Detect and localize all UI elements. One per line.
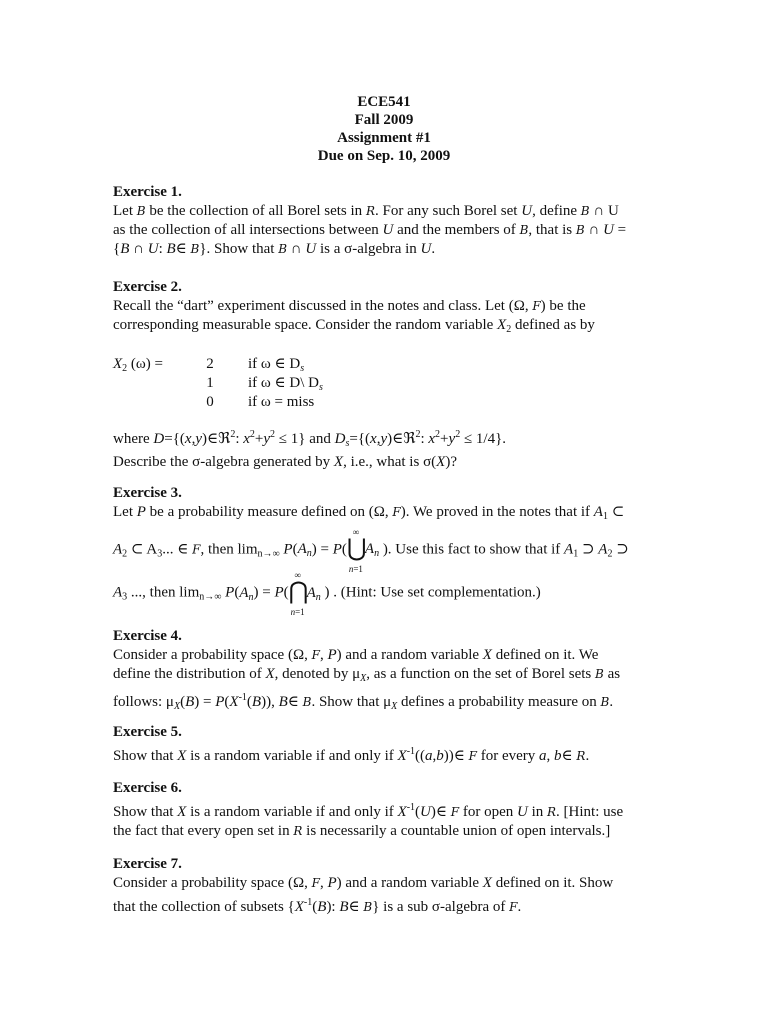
exercise-text-line: where D={(x,y)∈ℜ$^2$: $x^2+y^2 \le 1$} and $D_s=\{(x,y)\in ℜ^2$: $x^2+y^2 \le 1/4$}. [113,429,507,449]
case-value: 1 [206,375,214,391]
exercise-text-line: Let B be the collection of all Borel sets in R. For any such Borel set U, define B ∩ U [113,203,619,219]
exercise-6 [113,779,658,841]
exercise-text-line: the fact that every open set in R is necessarily a countable union of open intervals.] [113,823,611,839]
course-code: ECE541 [357,94,411,110]
exercise-3 [113,484,658,618]
piecewise-lhs: $X_2$ (ω) = [113,356,163,374]
exercise-title: Exercise 6. [113,780,182,796]
union-operator: ∞ ⋃ n=1 [346,527,367,574]
case-condition: if ω ∈ $D_s$ [248,356,305,374]
exercise-text-line: as the collection of all intersections between U and the members of B, that is B ∩ U = [113,222,627,238]
exercise-text-line: Consider a probability space (Ω, F, P) and a random variable X defined on it. We [113,647,599,663]
case-condition: if ω = miss [248,394,315,410]
case-value: 2 [206,356,214,372]
exercise-text-line: that the collection of subsets {$X^{-1}(B)$: B∈ B} is a sub σ-algebra of F. [113,897,522,915]
intersection-operator: ∞ ⋂ n=1 [288,570,309,618]
exercise-title: Exercise 2. [113,279,182,295]
exercise-text-line: {B ∩ U: B∈ B}. Show that B ∩ U is a σ-algebra in U. [113,241,436,257]
exercise-text-line: $A_3$ ..., then $\lim_{n\to\infty} P(A_n) = P$( ∞ ⋂ n=1 $A_n$ ) . (Hint: Use set complementation.) [113,570,541,618]
exercise-text-line: Show that X is a random variable if and only if $X^{-1}((a,b))\in$ F for every a, b∈ R. [113,746,590,764]
exercise-text-line: follows: $\mu_X(B) = P(X^{-1}(B))$, B∈ B. Show that $\mu_X$ defines a probability measure on B. [113,692,614,712]
exercise-title: Exercise 1. [113,184,182,200]
piecewise-definition [113,355,658,412]
term: Fall 2009 [354,112,414,128]
exercise-text-line: define the distribution of X, denoted by $\mu_X$, as a function on the set of Borel sets B as [113,666,621,684]
exercise-text-line: corresponding measurable space. Consider the random variable $X_2$ defined as by [113,317,595,335]
case-condition: if ω ∈ D\ $D_s$ [248,375,323,393]
exercise-title: Exercise 7. [113,856,182,872]
exercise-7 [113,855,658,917]
exercise-1 [113,183,658,259]
document-header [0,93,768,165]
exercise-5 [113,723,658,766]
exercise-text-line: $A_2$ ⊂ $A_3$... ∈ F, then $\lim_{n\to\infty} P(A_n) = P$( ∞ ⋃ n=1 $A_n$ ). Use this fact to show that if $A_1$ ⊃ $A_2$ ⊃ [113,527,629,574]
exercise-4 [113,627,658,716]
exercise-title: Exercise 4. [113,628,182,644]
exercise-text-line: Consider a probability space (Ω, F, P) and a random variable X defined on it. Show [113,875,614,891]
exercise-text-line: Describe the σ-algebra generated by X, i.e., what is σ(X)? [113,454,457,470]
assignment-title: Assignment #1 [337,130,431,146]
exercise-text-line: Recall the “dart” experiment discussed in the notes and class. Let (Ω, F) be the [113,298,586,314]
exercise-text-line: Let P be a probability measure defined on (Ω, F). We proved in the notes that if $A_1$ ⊂ [113,504,625,522]
exercise-text-line: Show that X is a random variable if and only if $X^{-1}(U)\in$ F for open U in R. [Hint: use [113,802,624,820]
case-value: 0 [206,394,214,410]
exercise-title: Exercise 3. [113,485,182,501]
exercise-2 [113,278,658,472]
due-date: Due on Sep. 10, 2009 [317,148,451,164]
exercise-title: Exercise 5. [113,724,182,740]
